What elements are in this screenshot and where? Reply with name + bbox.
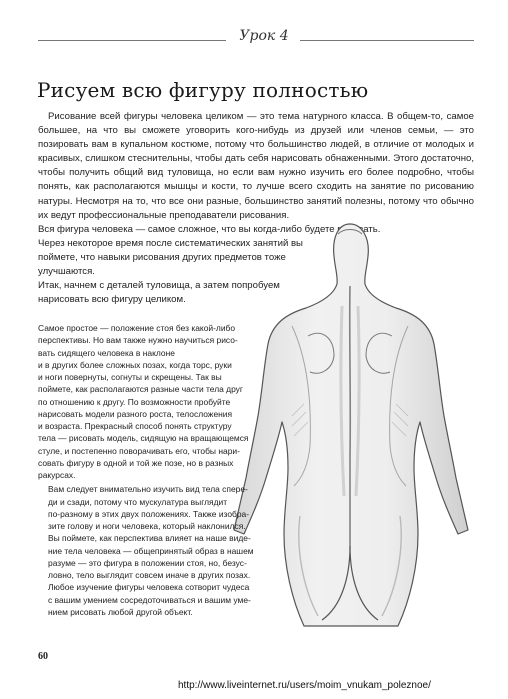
- intro-paragraph-3: Через некоторое время после систематических занятий вы поймете, что навыки рисования других предметов тоже улучшаются.: [38, 237, 303, 278]
- text-line: Самое простое — положение стоя без какой-либо: [38, 323, 236, 333]
- side-paragraph-2: [38, 483, 270, 618]
- text-line: ние тела человека — общепринятый образ в нашем: [48, 545, 254, 556]
- text-line: вать сидящего человека в наклоне: [38, 347, 175, 358]
- page-number: 60: [38, 651, 48, 662]
- text-line: ловно, тело выглядит совсем иначе в других позах.: [48, 570, 251, 580]
- text-line: и возраста. Прекрасный способ понять структуру: [38, 421, 232, 431]
- text-line: Вам следует внимательно изучить вид тела спере-: [48, 484, 248, 495]
- text-line: и ноги повернуты, согнуты и скрещены. Так вы: [38, 372, 222, 382]
- text-line: разуме — это фигура в положении стоя, но, безус-: [48, 557, 247, 568]
- page-title: Рисуем всю фигуру полностью: [37, 78, 369, 102]
- text-line: по отношению к другу. По возможности пробуйте: [38, 396, 231, 407]
- text-line: стуле, и постепенно поворачивать его, чтобы нари-: [38, 445, 240, 456]
- intro-paragraph-2: Вся фигура человека — самое сложное, что вы когда-либо будете рисовать.: [38, 223, 381, 235]
- text-line: перспективы. Но вам также нужно научиться рисо-: [38, 335, 238, 346]
- lesson-label: Урок 4: [239, 28, 289, 44]
- intro-paragraph-1: Рисование всей фигуры человека целиком — это тема натурного класса. В общем-то, самое большее, на что вы сможете уговорить кого-нибудь из друзей или членов семьи, — это позировать вам в купальном костюме, потому что большинство людей, в отличие от молодых и красивых, слишком стеснительны, чтобы дать себя нарисовать обнаженными. Этого достаточно, чтобы получить общий вид туловища, но если вам нужно изучить его более подробно, чтобы понять, как располагаются мышцы и кости, то лучше всего сходить на занятие по рисованию натуры. Несмотря на то, что все они разные, большинство занятий полезны, потому что обычно их ведут профессиональные преподаватели рисования.: [38, 111, 474, 221]
- text-line: с вашим умением сосредоточиваться и вашим уме-: [48, 594, 251, 605]
- text-line: и в других более сложных позах, когда торс, руки: [38, 359, 232, 370]
- text-line: зите голову и ноги человека, который наклонился.: [48, 521, 246, 531]
- header-rule-right: [300, 40, 474, 41]
- text-line: поймете, как располагаются разные части тела друг: [38, 384, 243, 395]
- text-line: ди и сзади, потому что мускулатура выглядит: [48, 496, 228, 507]
- intro-paragraph-4: Итак, начнем с деталей туловища, а затем попробуем нарисовать всю фигуру целиком.: [38, 280, 280, 306]
- text-line: ракурсах.: [38, 470, 76, 480]
- text-line: Вы поймете, как перспектива влияет на наше виде-: [48, 533, 251, 544]
- text-line: тела — рисовать модель, сидящую на вращающемся: [38, 433, 249, 444]
- header-rule-left: [38, 40, 226, 41]
- text-line: по-разному в этих двух положениях. Также изобра-: [48, 508, 250, 519]
- text-line: нием рисовать любой другой объект.: [48, 606, 193, 617]
- text-line: Любое изучение фигуры человека сотворит чудеса: [48, 582, 250, 593]
- text-line: нарисовать модели разного роста, телосложения: [38, 408, 233, 419]
- side-paragraph-1: [38, 322, 270, 481]
- side-text: [38, 322, 270, 618]
- watermark-url: http://www.liveinternet.ru/users/moim_vnukam_poleznoe/: [178, 680, 431, 691]
- text-line: совать фигуру в одной и той же позе, но в разных: [38, 457, 234, 468]
